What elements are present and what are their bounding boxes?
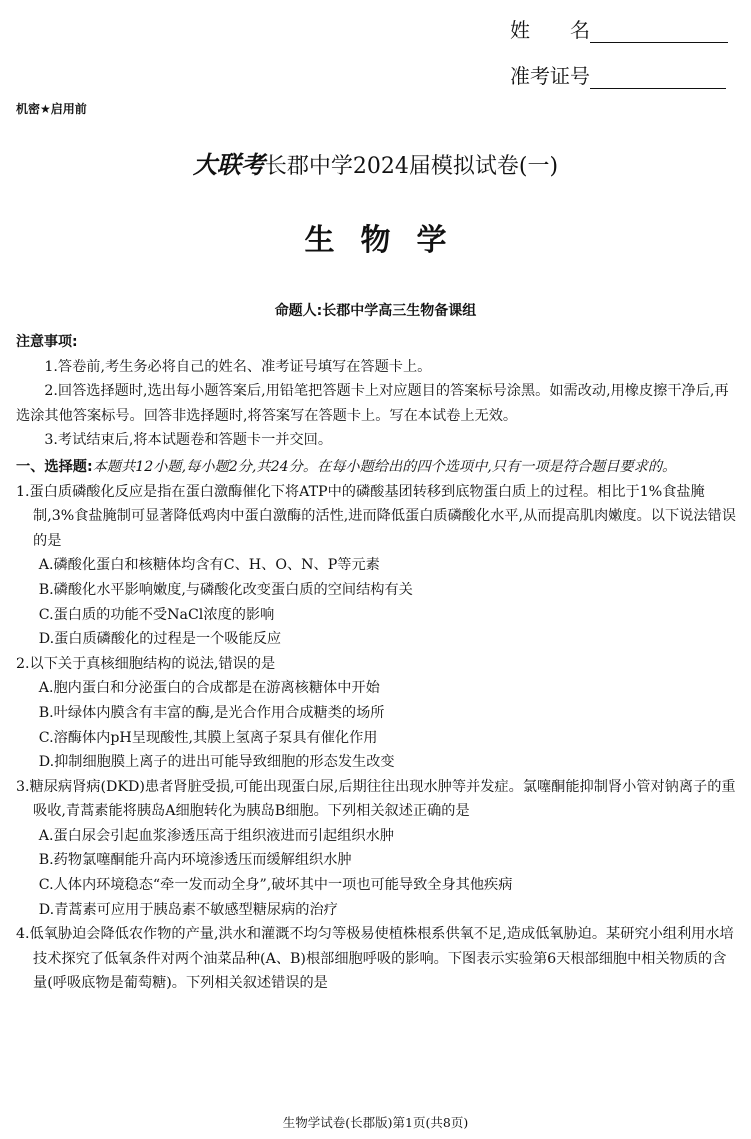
question-1	[16, 480, 738, 652]
name-label: 姓 名	[510, 18, 590, 42]
question-stem: 1.蛋白质磷酸化反应是指在蛋白激酶催化下将ATP中的磷酸基团转移到底物蛋白质上的过程。相比于1%食盐腌制,3%食盐腌制可显著降低鸡肉中蛋白激酶的活性,进而降低蛋白质磷酸化水平,从而提高肌肉嫩度。以下说法错误的是	[16, 483, 736, 549]
section-heading	[16, 455, 738, 480]
question-option: C.溶酶体内pH呈现酸性,其膜上氢离子泵具有催化作用	[38, 729, 378, 746]
notice-section	[16, 330, 738, 453]
notice-item: 2.回答选择题时,选出每小题答案后,用铅笔把答题卡上对应题目的答案标号涂黑。如需改动,用橡皮擦干净后,再选涂其他答案标号。回答非选择题时,将答案写在答题卡上。写在本试卷上无效。	[16, 383, 729, 424]
question-option: A.胞内蛋白和分泌蛋白的合成都是在游离核糖体中开始	[38, 680, 380, 697]
exam-title	[0, 145, 751, 180]
question-4	[16, 922, 738, 996]
notice-item: 3.考试结束后,将本试题卷和答题卡一并交回。	[44, 432, 333, 449]
page-footer: 生物学试卷(长郡版)第1页(共8页)	[282, 1115, 469, 1130]
section-title: 一、选择题:	[16, 458, 93, 475]
confidential-label: 机密★启用前	[16, 102, 87, 116]
question-option: C.蛋白质的功能不受NaCl浓度的影响	[38, 606, 275, 623]
question-option: D.抑制细胞膜上离子的进出可能导致细胞的形态发生改变	[38, 754, 395, 771]
question-stem: 2.以下关于真核细胞结构的说法,错误的是	[16, 655, 276, 672]
exam-id-field	[510, 60, 726, 89]
name-blank-line	[590, 18, 728, 43]
main-content	[16, 330, 738, 996]
notice-heading: 注意事项:	[16, 334, 78, 350]
question-stem: 3.糖尿病肾病(DKD)患者肾脏受损,可能出现蛋白尿,后期往往出现水肿等并发症。氯噻酮能抑制肾小管对钠离子的重吸收,青蒿素能将胰岛A细胞转化为胰岛B细胞。下列相关叙述正确的是	[16, 778, 736, 820]
name-field	[510, 14, 728, 43]
subject-title: 生物学	[304, 223, 473, 258]
question-option: D.青蒿素可应用于胰岛素不敏感型糖尿病的治疗	[38, 901, 338, 918]
author-line: 命题人:长郡中学高三生物备课组	[274, 303, 477, 319]
question-option: D.蛋白质磷酸化的过程是一个吸能反应	[38, 631, 282, 648]
exam-title-text: 长郡中学2024届模拟试卷(一)	[264, 154, 559, 179]
exam-id-blank-line	[590, 64, 726, 89]
question-3	[16, 775, 738, 923]
brand-logo-text: 大联考	[192, 150, 265, 179]
question-option: B.叶绿体内膜含有丰富的酶,是光合作用合成糖类的场所	[38, 704, 385, 721]
question-option: B.药物氯噻酮能升高内环境渗透压而缓解组织水肿	[38, 852, 352, 869]
question-option: A.磷酸化蛋白和核糖体均含有C、H、O、N、P等元素	[38, 557, 380, 574]
notice-item: 1.答卷前,考生务必将自己的姓名、准考证号填写在答题卡上。	[44, 358, 432, 375]
question-option: C.人体内环境稳态“牵一发而动全身”,破坏其中一项也可能导致全身其他疾病	[38, 877, 513, 894]
question-option: A.蛋白尿会引起血浆渗透压高于组织液进而引起组织水肿	[38, 827, 394, 844]
section-description: 本题共12小题,每小题2分,共24分。在每小题给出的四个选项中,只有一项是符合题目要求的。	[92, 458, 677, 475]
question-stem: 4.低氧胁迫会降低农作物的产量,洪水和灌溉不均匀等极易使植株根系供氧不足,造成低氧胁迫。某研究小组利用水培技术探究了低氧条件对两个油菜品种(A、B)根部细胞呼吸的影响。下图表示实验第6天根部细胞中相关物质的含量(呼吸底物是葡萄糖)。下列相关叙述错误的是	[16, 926, 734, 992]
question-2	[16, 652, 738, 775]
exam-id-label: 准考证号	[510, 64, 590, 88]
question-option: B.磷酸化水平影响嫩度,与磷酸化改变蛋白质的空间结构有关	[38, 581, 413, 598]
